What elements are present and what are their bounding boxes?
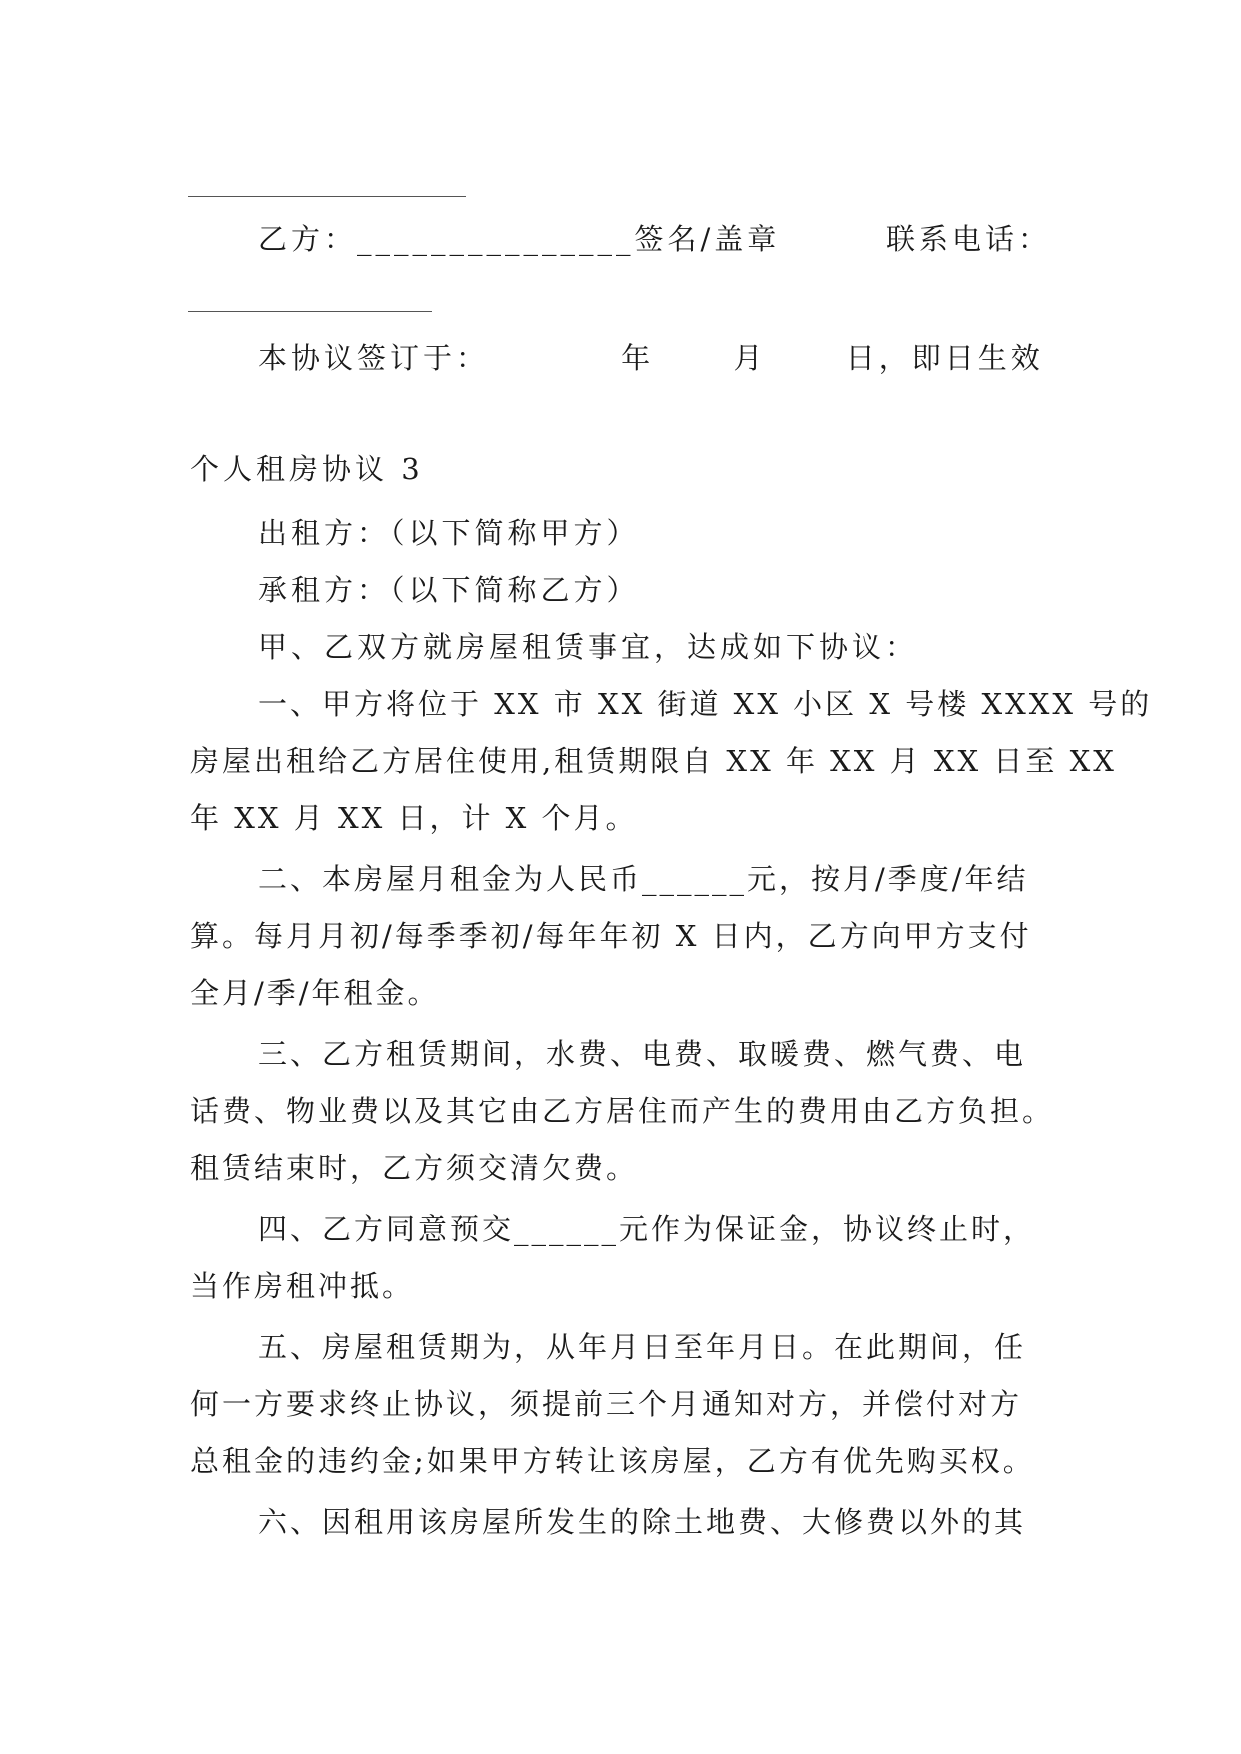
clause-1-line-3: 年 XX 月 XX 日，计 X 个月。 [190, 801, 638, 835]
clause-1-line-2: 房屋出租给乙方居住使用,租赁期限自 XX 年 XX 月 XX 日至 XX [190, 744, 1117, 778]
clause-3-line-1: 三、乙方租赁期间，水费、电费、取暖费、燃气费、电 [258, 1037, 1027, 1071]
clause-4-line-1: 四、乙方同意预交______元作为保证金，协议终止时， [258, 1212, 1036, 1246]
signing-date-line: 本协议签订于： 年 月 日，即日生效 [258, 341, 1044, 375]
lessee-line: 承租方：（以下简称乙方） [258, 573, 640, 607]
clause-4-line-2: 当作房租冲抵。 [190, 1269, 415, 1303]
clause-3-line-2: 话费、物业费以及其它由乙方居住而产生的费用由乙方负担。 [190, 1094, 1055, 1128]
blank-underline-1 [188, 196, 466, 197]
clause-5-line-3: 总租金的违约金;如果甲方转让该房屋，乙方有优先购买权。 [190, 1444, 1035, 1478]
blank-underline-2 [188, 311, 432, 312]
agreement-intro: 甲、乙双方就房屋租赁事宜，达成如下协议： [258, 630, 919, 664]
clause-2-line-3: 全月/季/年租金。 [190, 976, 440, 1010]
clause-3-line-3: 租赁结束时，乙方须交清欠费。 [190, 1151, 639, 1185]
clause-2-line-2: 算。每月月初/每季季初/每年年初 X 日内，乙方向甲方支付 [190, 919, 1032, 953]
clause-1-line-1: 一、甲方将位于 XX 市 XX 街道 XX 小区 X 号楼 XXXX 号的 [258, 687, 1153, 721]
lessor-line: 出租方：（以下简称甲方） [258, 516, 640, 550]
clause-5-line-1: 五、房屋租赁期为，从年月日至年月日。在此期间，任 [258, 1330, 1027, 1364]
clause-6-line-1: 六、因租用该房屋所发生的除土地费、大修费以外的其 [258, 1505, 1027, 1539]
party-b-signature-line: 乙方：_______________签名/盖章 联系电话： [258, 222, 1052, 256]
clause-5-line-2: 何一方要求终止协议，须提前三个月通知对方，并偿付对方 [190, 1387, 1023, 1421]
clause-2-line-1: 二、本房屋月租金为人民币______元，按月/季度/年结 [258, 862, 1029, 896]
section-title: 个人租房协议 3 [190, 452, 424, 486]
